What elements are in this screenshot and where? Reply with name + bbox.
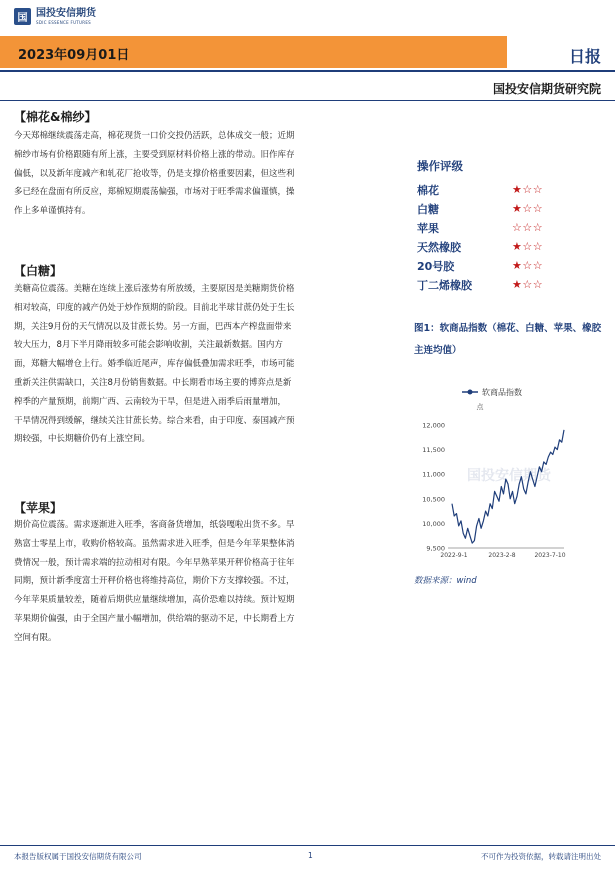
rating-row <box>417 218 543 237</box>
body-line: 期价高位震荡。需求逐渐进入旺季，客商备货增加，纸袋嘎啦出货不多。早 <box>14 520 295 530</box>
soft-commodity-chart <box>414 380 604 570</box>
rating-name: 苹果 <box>417 221 439 235</box>
y-tick-label: 9,500 <box>426 544 445 553</box>
legend-label: 软商品指数 <box>482 388 522 397</box>
body-line: 作上多单谨慎持有。 <box>14 206 91 217</box>
body-line: 相对较高，印度的减产仍处于炒作预期的阶段。目前北半球甘蔗仍处于生长 <box>14 302 295 313</box>
company-name: 国投安信期货 <box>36 7 96 19</box>
star-rating: ★☆☆ <box>512 202 544 215</box>
rating-row <box>417 256 543 275</box>
y-tick-label: 10,500 <box>422 495 445 504</box>
legend-marker <box>468 390 473 395</box>
x-tick-label: 2022-9-1 <box>440 552 468 559</box>
star-rating: ★☆☆ <box>512 278 544 291</box>
rating-row <box>417 275 543 294</box>
y-tick-label: 12,000 <box>422 421 445 430</box>
section-body-cotton <box>14 127 400 221</box>
logo-icon: 国 <box>14 8 31 25</box>
body-line: 多已经在盘面有所反应，郑棉短期震荡偏强，市场对于旺季需求偏谨慎，操 <box>14 187 295 198</box>
rating-name: 棉花 <box>417 183 439 197</box>
body-line: 重新关注供需缺口，关注8月份销售数据。中长期看市场主要的博弈点是新 <box>14 377 292 388</box>
footer-disclaimer: 不可作为投资依据，转载请注明出处 <box>481 852 601 861</box>
x-tick-label: 2023-2-8 <box>488 552 516 559</box>
chart-container <box>414 380 604 570</box>
body-line: 面，郑糖大幅增仓上行。婚季临近尾声，库存偏低叠加需求旺季，市场可能 <box>14 359 295 370</box>
y-tick-label: 11,500 <box>422 446 445 455</box>
report-type: 日报 <box>568 47 601 66</box>
company-name-en: SDIC ESSENCE FUTURES <box>36 19 92 25</box>
header-rule <box>0 100 615 101</box>
body-line: 偏低，以及新年度减产和轧花厂抢收等，仍是支撑价格重要因素，但这些利 <box>14 168 295 179</box>
rating-name: 天然橡胶 <box>417 240 461 254</box>
x-tick-label: 2023-7-10 <box>534 552 566 559</box>
body-line: 今天郑棉继续震荡走高，棉花现货一口价交投仍活跃，总体成交一般；近期 <box>14 131 295 141</box>
body-line: 熟富士零星上市，收购价格较高。虽然需求进入旺季，但是今年苹果整体消 <box>14 538 295 549</box>
body-line: 美糖高位震荡。美糖在连续上涨后涨势有所放缓，主要原因是美糖期货价格 <box>14 284 295 294</box>
company-logo <box>14 8 96 25</box>
body-line: 空间有限。 <box>14 632 57 643</box>
y-tick-label: 10,000 <box>422 519 445 528</box>
star-rating: ★☆☆ <box>512 240 544 253</box>
rating-row <box>417 180 543 199</box>
body-line: 期较强，中长期糖价仍有上涨空间。 <box>14 434 151 445</box>
figure-source: 数据来源：wind <box>414 576 477 586</box>
body-line: 期，关注9月份的天气情况以及甘蔗长势。另一方面，巴西本产榨盘面带来 <box>14 321 292 332</box>
chart-watermark: 国投安信期货 <box>467 468 551 484</box>
body-line: 苹果期价偏强，由于全国产量小幅增加，供给端的驱动不足，中长期看上方 <box>14 613 295 624</box>
section-body-sugar <box>14 280 400 449</box>
rating-panel <box>417 158 543 294</box>
section-title-sugar: 【白糖】 <box>14 264 63 278</box>
y-tick-label: 11,000 <box>422 470 445 479</box>
body-line: 费情况一般，预计需求端的拉动相对有限。今年早熟苹果开秤价格高于往年 <box>14 557 295 568</box>
footer-copyright: 本报告版权属于国投安信期货有限公司 <box>14 852 142 861</box>
header-divider <box>0 70 615 72</box>
body-line: 棉纱市场有价格跟随有所上涨，主要受到原材料价格上涨的带动。旧作库存 <box>14 149 295 160</box>
rating-row <box>417 237 543 256</box>
rating-heading: 操作评级 <box>417 159 463 173</box>
body-line: 今年苹果质量较差，随着后期供应量继续增加，高价恐难以持续。预计短期 <box>14 595 295 606</box>
rating-name: 20号胶 <box>417 259 455 273</box>
figure-caption: 图1：软商品指数（棉花、白糖、苹果、橡胶主连均值） <box>414 323 602 356</box>
section-title-cotton: 【棉花&棉纱】 <box>14 110 97 124</box>
y-axis-unit: 点 <box>476 403 484 411</box>
rating-name: 丁二烯橡胶 <box>417 278 472 292</box>
report-date: 2023年09月01日 <box>18 48 130 63</box>
rating-name: 白糖 <box>417 202 439 216</box>
page-number: 1 <box>308 851 313 860</box>
section-body-apple <box>14 516 400 648</box>
section-title-apple: 【苹果】 <box>14 501 63 515</box>
body-line: 较大压力，8月下半月降雨较多可能会影响收割，关注最新数据。国内方 <box>14 340 283 351</box>
body-line: 同期，预计新季度富士开秤价格也将维持高位，期价下方支撑较强。不过， <box>14 576 295 587</box>
body-line: 干旱情况得到缓解，继续关注甘蔗长势。综合来看，由于印度、泰国减产预 <box>14 415 295 426</box>
star-rating: ★☆☆ <box>512 183 544 196</box>
body-line: 榨季的产量预期，前期广西、云南较为干旱，但是进入雨季后雨量增加， <box>14 396 287 407</box>
footer-divider <box>0 845 615 846</box>
series-line-soft-commodity-index <box>452 430 564 543</box>
institute-name: 国投安信期货研究院 <box>492 82 601 96</box>
rating-row <box>417 199 543 218</box>
star-rating: ☆☆☆ <box>512 221 544 234</box>
star-rating: ★☆☆ <box>512 259 544 272</box>
